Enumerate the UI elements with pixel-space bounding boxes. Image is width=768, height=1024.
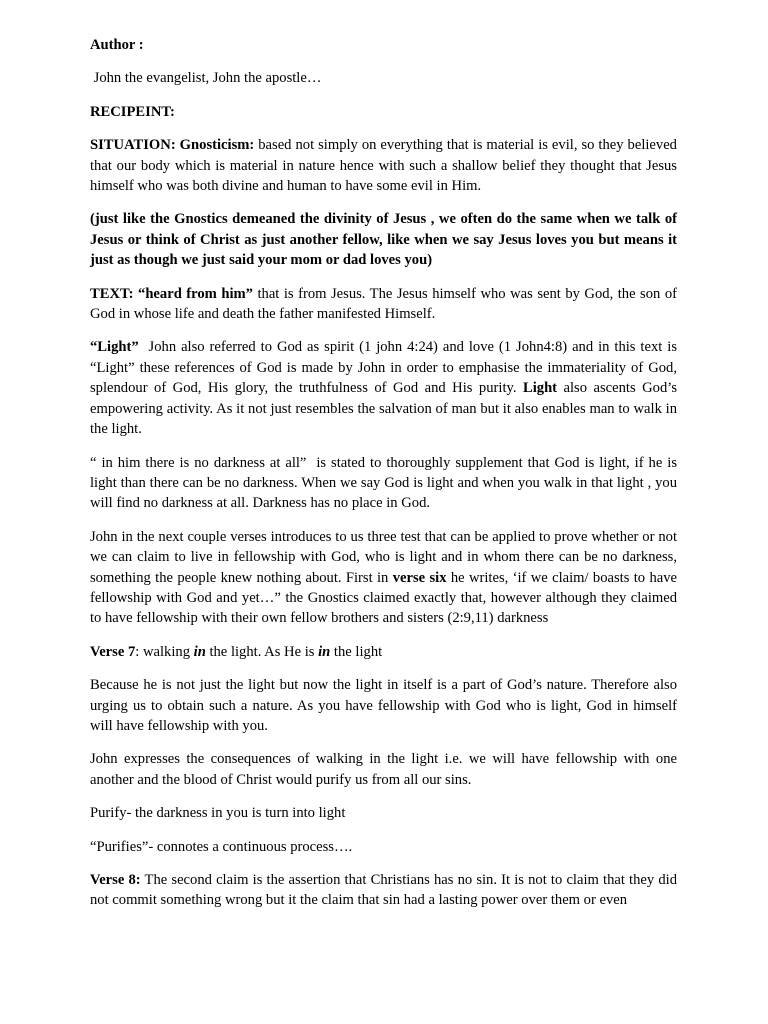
light-text-2: also ascents God’s empowering activity. As it not just resembles the salvation of man but it also enables man to walk in the light. (90, 380, 678, 438)
recipient-heading (90, 102, 677, 122)
purifies-paragraph (90, 837, 677, 857)
verse7-paragraph (90, 642, 677, 662)
verse7-in-1: in (193, 643, 206, 660)
situation-paragraph (90, 135, 677, 196)
light-label: “Light” (90, 339, 139, 356)
verse7-text-3: the light (330, 643, 383, 660)
text-paragraph (90, 284, 677, 325)
test-paragraph (90, 527, 677, 629)
author-heading (90, 35, 677, 55)
light-bold-word: Light (522, 380, 558, 397)
test-text-2: he writes, ‘if we claim/ boasts to have fellowship with God and yet…” the Gnostics claimed exactly that, however although they claimed to have fellowship with their own fellow brothers and sisters (2:9,11) darkness (90, 569, 678, 627)
because-paragraph (90, 675, 677, 736)
purify-text: Purify- the darkness in you is turn into light (90, 805, 346, 822)
light-text-1: John also referred to God as spirit (1 john 4:24) and love (1 John4:8) and in this text is “Light” these references of God is made by John in order to emphasise the immateriality of God, splendour of God, His glory, the truthfulness of God and His purity. (90, 339, 681, 397)
gnostics-note-paragraph (90, 209, 677, 270)
light-paragraph (90, 337, 681, 439)
text-label: TEXT: “heard from him” (90, 285, 253, 302)
author-text: John the evangelist, John the apostle… (90, 70, 322, 87)
verse8-paragraph (90, 870, 677, 911)
test-text-1: John in the next couple verses introduces to us three test that can be applied to prove whether or not we can claim to live in fellowship with God, who is light and in whom there can be no darkness, something the people knew nothing about. First in (90, 528, 677, 586)
because-text: Because he is not just the light but now the light in itself is a part of God’s nature. Therefore also urging us to obtain such a nature. As you have fellowship with God who is light, God in himself will have fellowship with you. (90, 677, 677, 734)
document-page (90, 35, 681, 924)
consequence-text: John expresses the consequences of walking in the light i.e. we will have fellowship with one another and the blood of Christ would purify us from all our sins. (90, 751, 677, 788)
verse-six-bold: verse six (392, 569, 447, 586)
gnostics-note-text: (just like the Gnostics demeaned the divinity of Jesus , we often do the same when we talk of Jesus or think of Christ as just another fellow, like when we say Jesus loves you but means it just as though we just said your mom or dad loves you) (90, 211, 677, 269)
situation-text: based not simply on everything that is material is evil, so they believed that our body which is material in nature hence with such a shallow belief they thought that Jesus himself who was both divine and human to have some evil in Him. (90, 137, 677, 195)
verse8-label: Verse 8: (90, 872, 141, 888)
verse7-text-2: the light. As He is (205, 643, 319, 660)
verse7-in-2: in (318, 643, 331, 660)
recipient-label: RECIPEINT: (90, 103, 175, 120)
situation-label: SITUATION: Gnosticism: (90, 137, 255, 154)
verse7-text-1: : walking (135, 643, 194, 660)
purify-paragraph (90, 803, 677, 823)
author-value (90, 68, 677, 88)
author-label: Author : (90, 37, 144, 53)
consequence-paragraph (90, 749, 677, 790)
darkness-paragraph (90, 453, 681, 514)
verse8-text: The second claim is the assertion that Christians has no sin. It is not to claim that they did not commit something wrong but it the claim that sin had a lasting power over them or even (90, 872, 677, 909)
verse7-label: Verse 7 (90, 643, 136, 660)
text-body: that is from Jesus. The Jesus himself who was sent by God, the son of God in whose life and death the father manifested Himself. (90, 285, 677, 323)
purifies-text: “Purifies”- connotes a continuous process…. (90, 838, 353, 855)
darkness-text: “ in him there is no darkness at all” is stated to thoroughly supplement that God is light, if he is light than there can be no darkness. When we say God is light and when you walk in that light , you will find no darkness at all. Darkness has no place in God. (90, 454, 681, 512)
